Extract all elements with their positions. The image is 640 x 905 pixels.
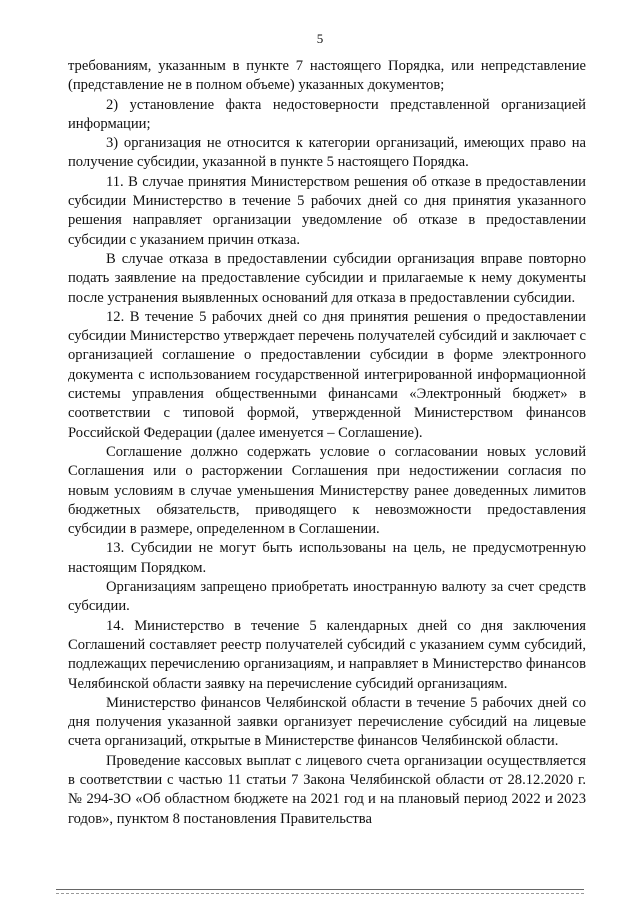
paragraph: 13. Субсидии не могут быть использованы на цель, не предусмотренную настоящим Порядком. — [68, 540, 586, 576]
paragraph: 11. В случае принятия Министерством решения об отказе в предоставлении субсидии Министерство в течение 5 рабочих дней со дня принятия указанного решения направляет организации уведомление об отказе в предоставлении субсидии с указанием причин отказа. — [68, 173, 586, 248]
paragraph: Соглашение должно содержать условие о согласовании новых условий Соглашения или о расторжении Соглашения при недостижении согласия по новым условиям в случае уменьшения Министерству ранее доведенных лимитов бюджетных обязательств, приводящего к невозможности предоставления субсидии в размере, определенном в Соглашении. — [68, 443, 586, 538]
paragraph: Министерство финансов Челябинской области в течение 5 рабочих дней со дня получения указанной заявки организует перечисление субсидий на лицевые счета организаций, открытые в Министерстве финансов Челябинской области. — [68, 694, 586, 750]
paragraph: В случае отказа в предоставлении субсидии организация вправе повторно подать заявление на предоставление субсидии и прилагаемые к нему документы после устранения выявленных оснований для отказа в предоставлении субсидии. — [68, 250, 586, 306]
paragraph: Организациям запрещено приобретать иностранную валюту за счет средств субсидии. — [68, 579, 586, 615]
paragraph: 3) организация не относится к категории организаций, имеющих право на получение субсидии, указанной в пункте 5 настоящего Порядка. — [68, 135, 586, 171]
footer-divider — [56, 893, 584, 894]
footer-divider — [56, 889, 584, 890]
paragraph: 12. В течение 5 рабочих дней со дня принятия решения о предоставлении субсидии Министерство утверждает перечень получателей субсидий и заключает с организацией соглашение о предоставлении субсидии в форме электронного документа с использованием государственной интегрированной информационной системы управления общественными финансами «Электронный бюджет» в соответствии с типовой формой, утвержденной Министерством финансов Российской Федерации (далее именуется – Соглашение). — [68, 308, 586, 441]
paragraph: 14. Министерство в течение 5 календарных дней со дня заключения Соглашений составляет реестр получателей субсидий с указанием сумм субсидий, подлежащих перечислению организациям, и направляет в Министерство финансов Челябинской области заявку на перечисление субсидий организациям. — [68, 617, 586, 692]
paragraph: Проведение кассовых выплат с лицевого счета организации осуществляется в соответствии с частью 11 статьи 7 Закона Челябинской области от 28.12.2020 г. № 294-ЗО «Об областном бюджете на 2021 год и на плановый период 2022 и 2023 годов», пунктом 8 постановления Правительства — [68, 752, 586, 827]
paragraph: 2) установление факта недостоверности представленной организацией информации; — [68, 96, 586, 132]
document-body — [68, 57, 586, 829]
page-number: 5 — [316, 31, 324, 46]
paragraph: требованиям, указанным в пункте 7 настоящего Порядка, или непредставление (представление не в полном объеме) указанных документов; — [68, 58, 586, 94]
